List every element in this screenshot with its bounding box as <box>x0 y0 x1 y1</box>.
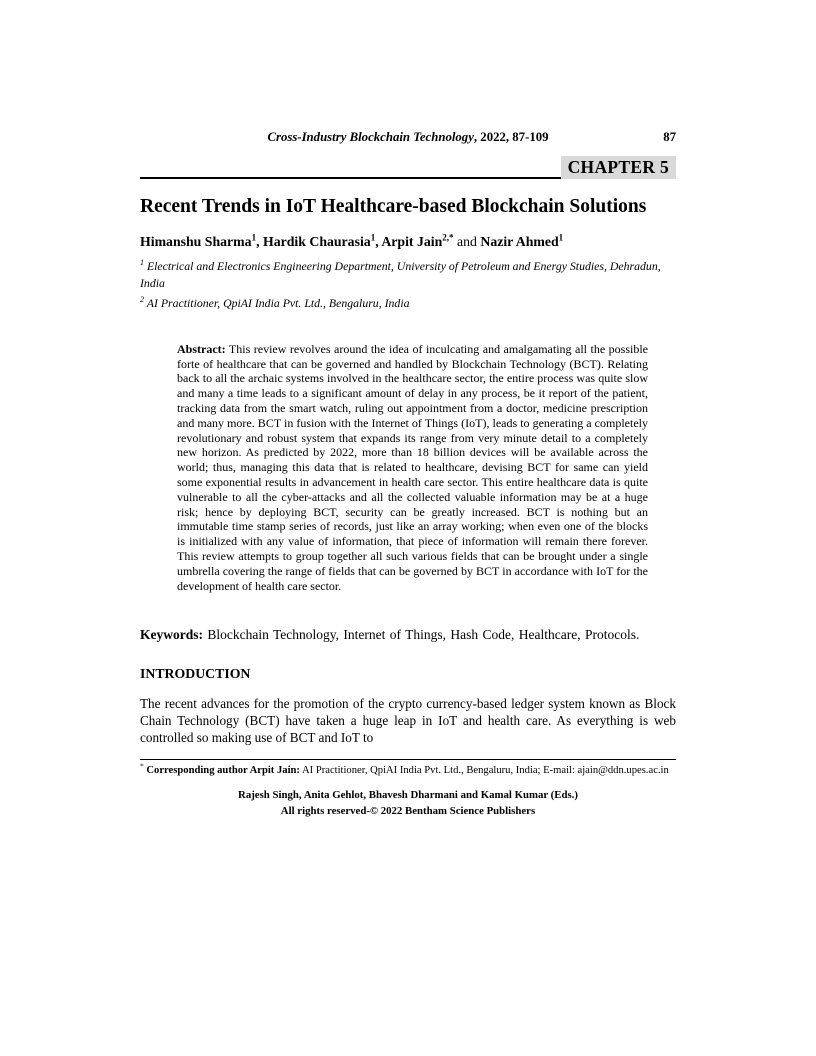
author-sup-2: 1 <box>370 232 376 243</box>
author-separator-2: , <box>375 233 382 249</box>
running-head-row <box>140 130 676 147</box>
affiliation-1 <box>140 258 676 293</box>
page-content <box>140 130 676 819</box>
page-number: 87 <box>663 130 676 144</box>
affiliation-sup-1: 1 <box>140 257 144 267</box>
chapter-badge: CHAPTER 5 <box>561 156 676 179</box>
author-name-2: Hardik Chaurasia <box>262 233 371 249</box>
journal-issue: , 2022, 87-109 <box>473 130 549 144</box>
footer-rights: All rights reserved-© 2022 Bentham Science Publishers <box>280 804 536 817</box>
authors-line <box>140 233 676 251</box>
footnote <box>140 759 676 778</box>
abstract <box>177 342 648 594</box>
journal-title: Cross-Industry Blockchain Technology <box>267 130 474 144</box>
author-separator-and: and <box>453 233 481 249</box>
author-separator-1: , <box>256 233 263 249</box>
footnote-label: Corresponding author Arpit Jain: <box>143 764 300 776</box>
running-head <box>140 130 676 145</box>
keywords-label: Keywords: <box>140 627 203 643</box>
section-heading-introduction: INTRODUCTION <box>140 665 251 681</box>
chapter-row <box>140 156 676 179</box>
author-sup-1: 1 <box>251 232 257 243</box>
affiliation-sup-2: 2 <box>140 295 144 305</box>
abstract-label: Abstract: <box>177 341 226 356</box>
affiliation-text-1: Electrical and Electronics Engineering Department, University of Petroleum and Energy Studies, Dehradun, India <box>140 258 661 291</box>
article-title: Recent Trends in IoT Healthcare-based Blockchain Solutions <box>140 196 647 218</box>
footer-editors: Rajesh Singh, Anita Gehlot, Bhavesh Dharmani and Kamal Kumar (Eds.) <box>238 789 578 802</box>
author-name-4: Nazir Ahmed <box>480 233 559 249</box>
author-name-1: Himanshu Sharma <box>140 233 252 249</box>
footnote-marker: * <box>140 761 144 771</box>
keywords <box>140 626 676 644</box>
affiliations <box>140 258 676 313</box>
author-sup-4: 1 <box>558 232 564 243</box>
author-name-3: Arpit Jain <box>381 233 443 249</box>
affiliation-2 <box>140 295 676 313</box>
footnote-text: AI Practitioner, QpiAI India Pvt. Ltd., Bengaluru, India; E-mail: ajain@ddn.upes.ac.in <box>299 764 669 776</box>
affiliation-text-2: AI Practitioner, QpiAI India Pvt. Ltd., Bengaluru, India <box>144 296 410 311</box>
intro-paragraph: The recent advances for the promotion of the crypto currency-based ledger system known as Block Chain Technology (BCT) have taken a huge leap in IoT and health care. As everything is web controlled so making use of BCT and IoT to <box>140 695 676 745</box>
keywords-text: Blockchain Technology, Internet of Things, Hash Code, Healthcare, Protocols. <box>203 627 640 643</box>
author-sup-3: 2,* <box>442 232 454 243</box>
abstract-text: This review revolves around the idea of inculcating and amalgamating all the possible forte of healthcare that can be governed and handled by Blockchain Technology (BCT). Relating back to all the archaic systems involved in the healthcare sector, the entire process was quite slow and many a time leads to a significant amount of delay in any process, be it report of the patient, tracking data from the smart watch, ruling out appointment from a doctor, medicine prescription and many more. BCT in fusion with the Internet of Things (IoT), leads to generating a completely revolutionary and robust system that expands its range from very minute detail to a completely new horizon. As predicted by 2022, more than 18 billion devices will be available across the world; thus, managing this data that is related to healthcare, devising BCT for same can yield some exponential results in advancement in health care sector. This entire healthcare data is quite vulnerable to all the cyber-attacks and all the collected valuable information may be at a huge risk; hence by deploying BCT, security can be greatly increased. BCT is nothing but an immutable time stamp series of records, just like an array working; when even one of the blocks is initialized with any value of information, that piece of information will remain there forever. This review attempts to group together all such various fields that can be brought under a single umbrella covering the range of fields that can be governed by BCT in accordance with IoT for the development of health care sector. <box>177 341 648 593</box>
publisher-footer <box>140 788 676 819</box>
header-rule <box>140 177 561 179</box>
